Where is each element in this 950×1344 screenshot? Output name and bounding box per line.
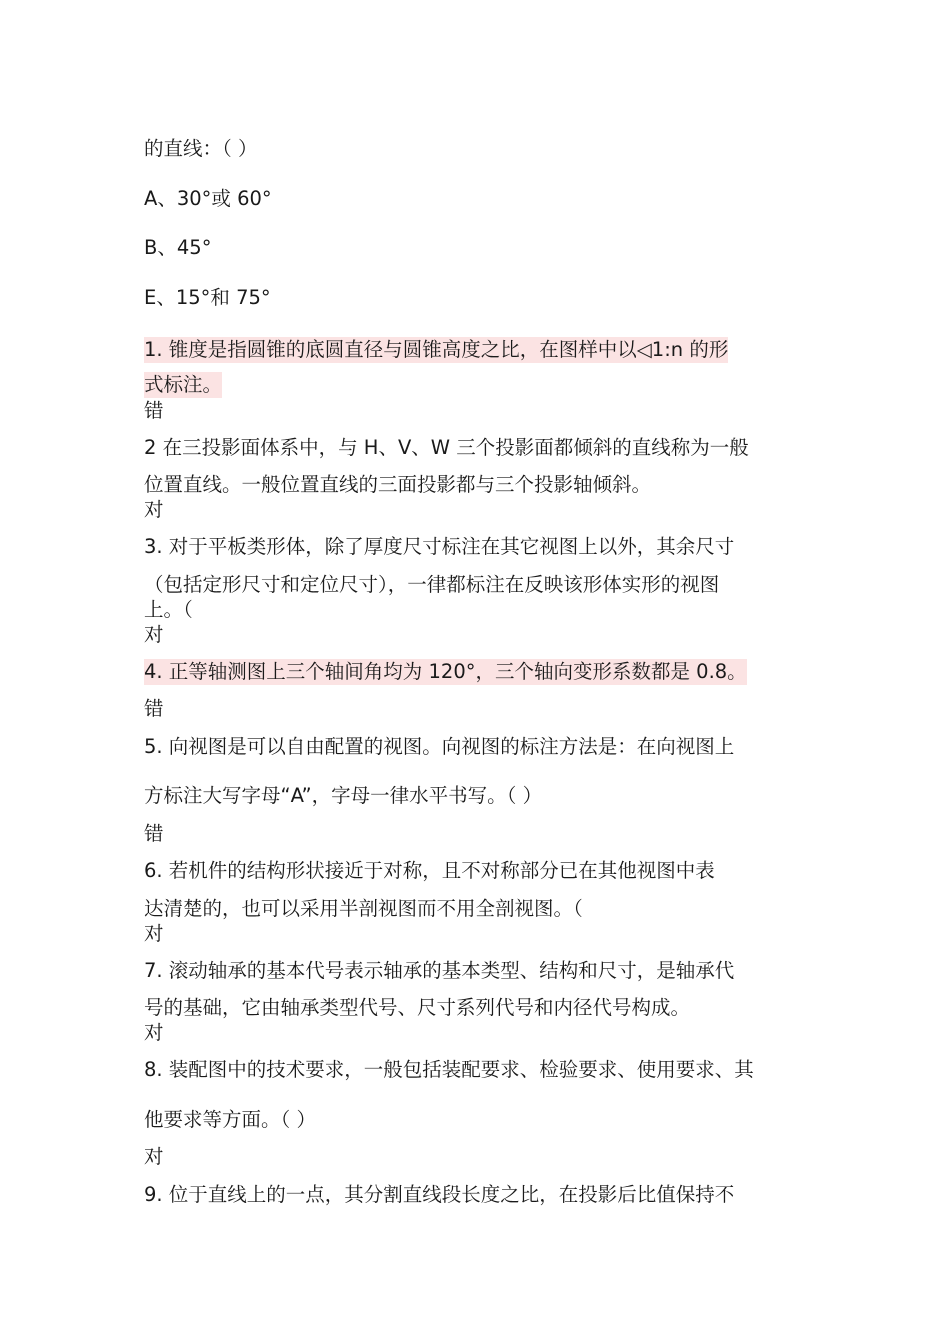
question-7-line-2: 号的基础，它由轴承类型代号、尺寸系列代号和内径代号构成。 xyxy=(144,996,691,1019)
question-3-line-3: 上。（ xyxy=(144,598,193,621)
question-9-line-1: 9. 位于直线上的一点，其分割直线段长度之比，在投影后比值保持不 xyxy=(144,1183,735,1206)
question-6-line-2: 达清楚的，也可以采用半剖视图而不用全剖视图。（ xyxy=(144,897,583,920)
question-5-line-1: 5. 向视图是可以自由配置的视图。向视图的标注方法是：在向视图上 xyxy=(144,735,735,758)
question-2-line-2: 位置直线。一般位置直线的三面投影都与三个投影轴倾斜。 xyxy=(144,473,652,496)
option-a: A、30°或 60° xyxy=(144,187,272,210)
question-2-line-1: 2 在三投影面体系中，与 H、V、W 三个投影面都倾斜的直线称为一般 xyxy=(144,436,749,459)
answer-8: 对 xyxy=(144,1145,164,1168)
question-1-line-1: 1. 锥度是指圆锥的底圆直径与圆锥高度之比，在图样中以◁1:n 的形 xyxy=(144,338,729,361)
question-5-line-2: 方标注大写字母“A”，字母一律水平书写。（ ） xyxy=(144,784,543,807)
option-b: B、45° xyxy=(144,236,212,259)
answer-5: 错 xyxy=(144,822,164,845)
question-8-line-1: 8. 装配图中的技术要求，一般包括装配要求、检验要求、使用要求、其 xyxy=(144,1058,754,1081)
question-4: 4. 正等轴测图上三个轴间角均为 120°，三个轴向变形系数都是 0.8。 xyxy=(144,660,747,683)
answer-3: 对 xyxy=(144,623,164,646)
question-3-line-1: 3. 对于平板类形体，除了厚度尺寸标注在其它视图上以外，其余尺寸 xyxy=(144,535,735,558)
answer-2: 对 xyxy=(144,498,164,521)
option-e: E、15°和 75° xyxy=(144,286,271,309)
text-line: 的直线：（ ） xyxy=(144,137,258,160)
question-6-line-1: 6. 若机件的结构形状接近于对称，且不对称部分已在其他视图中表 xyxy=(144,859,715,882)
answer-6: 对 xyxy=(144,922,164,945)
answer-4: 错 xyxy=(144,697,164,720)
question-1-line-2: 式标注。 xyxy=(144,373,223,396)
question-7-line-1: 7. 滚动轴承的基本代号表示轴承的基本类型、结构和尺寸，是轴承代 xyxy=(144,959,735,982)
question-8-line-2: 他要求等方面。（ ） xyxy=(144,1108,316,1131)
question-3-line-2: （包括定形尺寸和定位尺寸），一律都标注在反映该形体实形的视图 xyxy=(144,573,720,596)
answer-1: 错 xyxy=(144,399,164,422)
answer-7: 对 xyxy=(144,1021,164,1044)
